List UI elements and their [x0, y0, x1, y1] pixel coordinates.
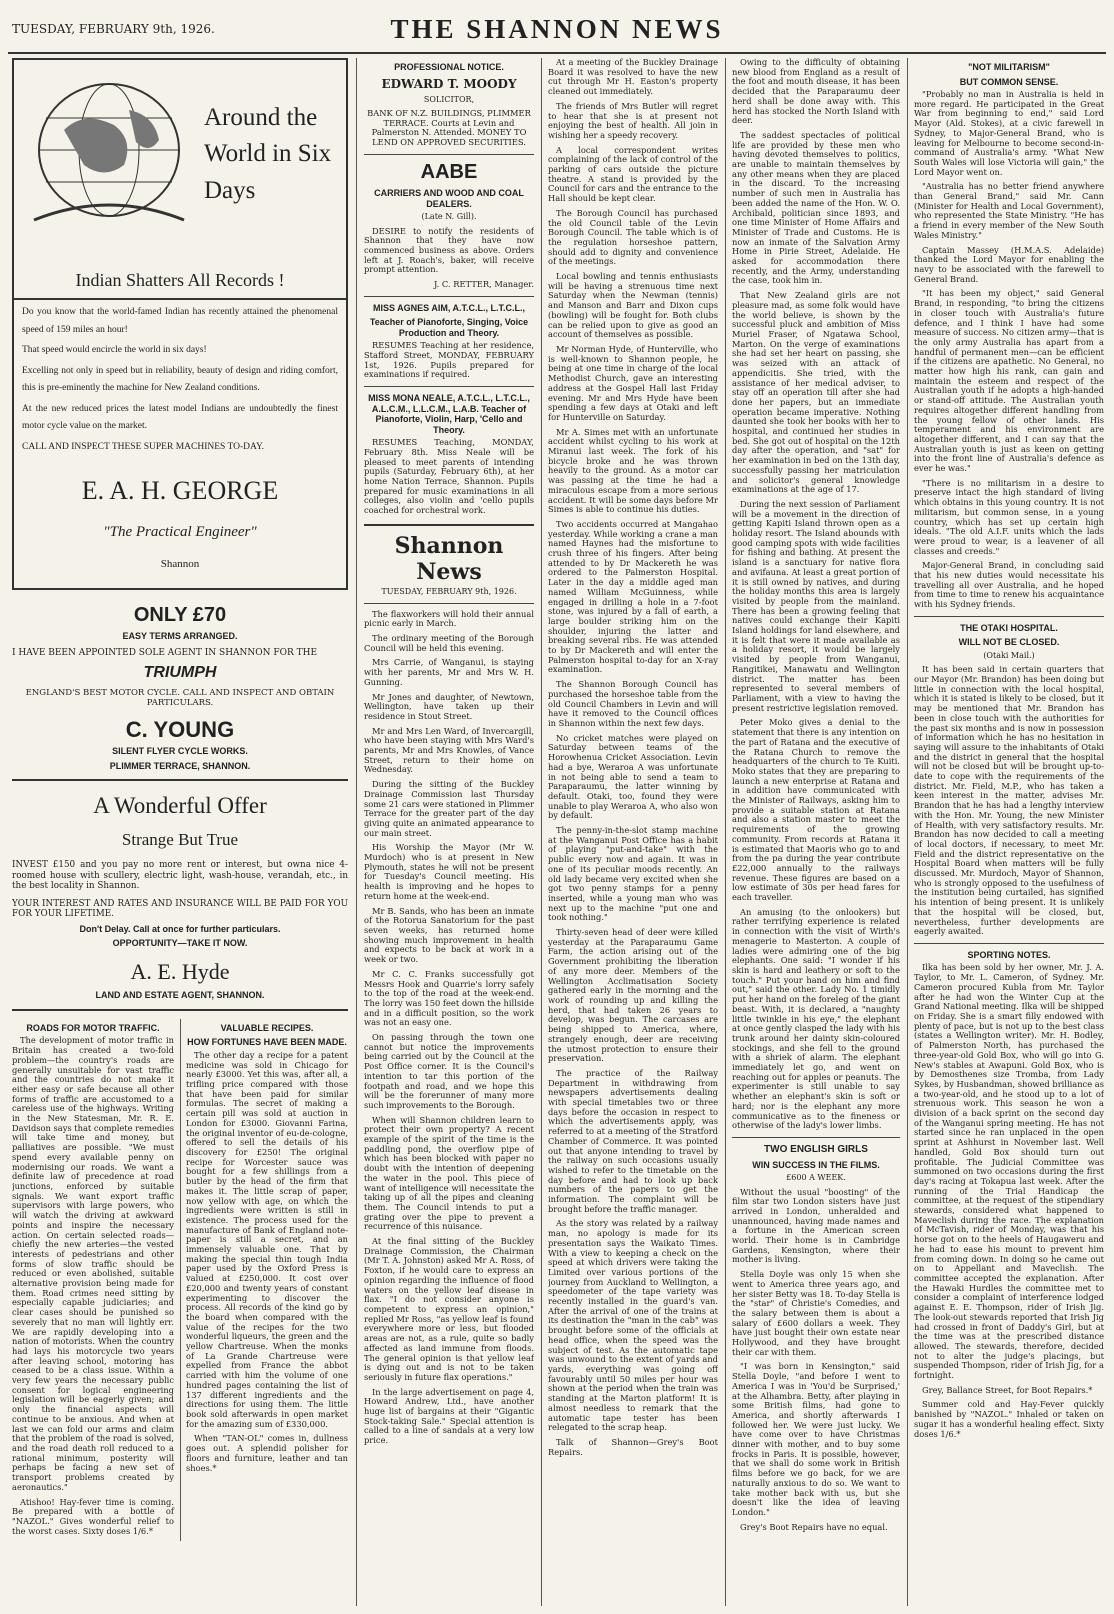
column-2	[364, 58, 534, 1606]
price-heading: ONLY £70	[133, 603, 227, 626]
girls-paragraph: Without the usual "boosting" of the film star two London sisters have just arrived in London, unheralded and unannounced, having made names and a fortune in the American screen world. Their home is in Cambridge Gardens, Kensington, where their mother is living.	[732, 1186, 900, 1265]
news-paragraph: The Shannon Borough Council has purchased the horseshoe table from the old Council Chambers in Levin and will have it removed to the Council offices in Shannon within the next few days.	[548, 679, 718, 728]
girls-subheading: WIN SUCCESS IN THE FILMS.	[752, 1159, 880, 1170]
news-paragraph: The saddest spectacles of political life are provided by these men who having devoted themselves to politics, are unable to maintain themselves by any other means when they are placed in the discard. To the increasing number of such men in Australia has been added the name of the Hon. W. O. Archibald, politician since 1893, and one time Minister of Home Affairs and Minister of Trade and Customs. He is now an inmate of the Salvation Army Home in Pirie Street, Adelaide. He asked for accommodation there recently, and the Army, understanding the case, took him in.	[732, 129, 900, 286]
column-rule	[725, 58, 726, 1606]
roads-article	[12, 1019, 174, 1541]
george-tagline: "The Practical Engineer"	[103, 523, 257, 540]
neale-body: RESUMES Teaching, MONDAY, February 8th. Miss Neale will be pleased to meet parents of intending pupils (Saturday, February 6th), at her home Nation Terrace, Shannon. Pupils prepared for music examinations in all colleges, also violin and 'cello pupils coached for orchestral work.	[364, 437, 534, 516]
recipes-heading: VALUABLE RECIPES.	[220, 1022, 314, 1033]
news-paragraph: Owing to the difficulty of obtaining new blood from England as a result of the foot and mouth disease, it has been decided that the Paraparaumu deer herd shall be done away with. This herd has stocked the North Island with deer.	[732, 58, 900, 126]
masthead-date: TUESDAY, FEBRUARY 9th, 1926.	[12, 22, 215, 36]
militarism-paragraph: "It has been my object," said General Brand, in responding, "to bring the citizens in closer touch with Australia's future defence, and I think I have had some measure of success. No citizen army—that is the only army Australia has apart from a handful of permanent men—can be efficient if the citizens are apathetic. No General, no matter how high his rank, can gain and maintain the esteem and respect of the Australian youth if he adopts a high-handed or stand-off attitude. The Australian youth requires altogether different handling from the young fellow of other lands. His temperament and his environment are altogether different, and I can say that the Australian youth is just as keen on getting into the front line of Australia's defence as ever he was."	[914, 288, 1104, 474]
news-paragraph: That New Zealand girls are not pleasure mad, as some folk would have the world believe, is shown by the successful pluck and ambition of Miss Muriel Fraser, of Ngatawa School, Marton. On the verge of examinations she had set her heart on passing, she was seized with an attack of appendicitis. She tried, with the assistance of her medical adviser, to stay off an operation till after she had done her papers, but an immediate operation became imperative. Nothing daunted she took her books with her to hospital, and continued her studies in bed. She got out of hospital on the 12th day after the operation, and "sat" for her examination in bed on the 13th day, successfully passing her matriculation and solicitor's general knowledge examinations at the age of 17.	[732, 290, 900, 495]
young-works: SILENT FLYER CYCLE WORKS.	[112, 746, 248, 757]
column-4	[732, 58, 900, 1606]
aabe-sub: CARRIERS AND WOOD AND COAL DEALERS.	[374, 188, 524, 209]
notice-heading: PROFESSIONAL NOTICE.	[394, 62, 504, 72]
otaki-heading: THE OTAKI HOSPITAL.	[960, 622, 1058, 633]
sporting-heading: SPORTING NOTES.	[967, 949, 1051, 960]
agent-text: I HAVE BEEN APPOINTED SOLE AGENT IN SHANNON FOR THE	[12, 647, 318, 658]
militarism-paragraph: "Australia has no better friend anywhere than General Brand," said Mr. Cann (Minister for Health and Local Government), who represented the State Ministry. "He has a friend in every member of the New South Wales Ministry."	[914, 181, 1104, 240]
triumph-brand: TRIUMPH	[143, 664, 217, 682]
col1-articles	[12, 1019, 348, 1541]
news-paragraph: Mrs Carrie, of Wanganui, is staying with her parents, Mr and Mrs W. H. Gunning.	[364, 657, 534, 687]
roads-heading: ROADS FOR MOTOR TRAFFIC.	[26, 1022, 160, 1033]
recipes-body: The other day a recipe for a patent medicine was sold in Chicago for nearly £3000. Yet this was, after all, a trifling price compared with those that have been paid for similar formulas. The secret of making a certain pill was sold at auction in London for £3000. Giovanni Farina, the original inventor of eu-de-cologne, offered to sell the details of his discovery for £250! The original recipe for Worcester sauce was bought for a few shillings from a butler by the head of the firm that makes it. The little scrap of paper, now yellow with age, on which the ingredients were written is still in existence. The process used for the manufacture of Bank of England note-paper is still a secret, and an immensely valuable one. That by making the special thin tough India paper used by the Oxford Press is valued at £250,000. It cost over £20,000 and twenty years of constant experimenting to discover the process. All records of the kind go by the board when compared with the value of the recipes for the two wonderful liqueurs, the green and the yellow Chartreuse. When the monks of La Grande Chartreuse were expelled from France the abbot carried with him the volume of one hundred pages containing the list of 137 different ingredients and the directions for using them. The little book sold afterwards in open market for the amazing sum of £330,000.	[186, 1049, 348, 1429]
girls-paragraph: Stella Doyle was only 15 when she went to America three years ago, and her sister Betty was 18. To-day Stella is the "star" of Christie's Comedies, and the salary between them is about a salary of £600 dollars a week. They have just bought their own estate near Hollywood, and they have brought their car with them.	[732, 1269, 900, 1357]
news-paragraph: Two accidents occurred at Mangahao yesterday. While working a crane a man named Haynes had the misfortune to crush three of his fingers. After being attended to by Dr Mackereth he was ordered to the Palmerston Hospital. Later in the day a middle aged man named William McGuinness, while engaged in drilling a hole in a 7-foot stone, was injured by a fall of earth, a large boulder striking him on the shoulder, injuring the latter and breaking several ribs. He was attended to by Dr Mackereth and will enter the Palmerston hospital to-day for an X-ray examination.	[548, 518, 718, 675]
girls-salary: £600 A WEEK.	[786, 1173, 846, 1183]
news-paragraph: In the large advertisement on page 4, Howard Andrew, Ltd., have another huge list of bargains at their "Gigantic Stock-taking Sale." Special attention is called to a line of sandals at a very low price.	[364, 1386, 534, 1446]
ad-line: At the new reduced prices the latest model Indians are undoubtedly the finest motor cycle value on the market.	[22, 403, 338, 432]
footer-ad: Grey's Boot Repairs have no equal.	[740, 1521, 888, 1532]
aim-body: RESUMES Teaching at her residence, Stafford Street, MONDAY, FEBRUARY 1st, 1926. Pupils prepared for examinations if required.	[364, 340, 534, 380]
offer-note: YOUR INTEREST AND RATES AND INSURANCE WILL BE PAID FOR YOU FOR YOUR LIFETIME.	[12, 899, 348, 920]
section-rule	[12, 779, 348, 781]
news-paragraph: No cricket matches were played on Saturday between teams of the Horowhenua Cricket Association. Levin had a bye, Weraroa A was unfortunate in not being able to send a team to Paraparaumu, the latter winning by default. Otaki, too, found they were unable to play Weraroa A, who also won by default.	[548, 732, 718, 821]
column-rule	[907, 58, 908, 1606]
recipes-subheading: HOW FORTUNES HAVE BEEN MADE.	[187, 1037, 347, 1048]
moody-body: BANK OF N.Z. BUILDINGS, PLIMMER TERRACE. Courts at Levin and Palmerston N. Attended. MONEY TO LEND ON APPROVED SECURITIES.	[367, 107, 531, 148]
ad-line: Do you know that the world-famed Indian has recently attained the phenomenal speed of 159 miles an hour!	[22, 307, 338, 335]
section-rule	[364, 296, 534, 297]
moody-title: SOLICITOR,	[423, 94, 475, 104]
hayfever-ad: Atishoo! Hay-fever time is coming. Be prepared with a bottle of "NAZOL." Gives wonderful relief to the worst cases. Sixty doses 1/6.*	[12, 1496, 174, 1536]
hyde-sub: LAND AND ESTATE AGENT, SHANNON.	[95, 990, 265, 1001]
tanol-ad: When "TAN-OL" comes in, dullness goes out. A splendid polisher for floors and furniture, leather and tan shoes.*	[186, 1433, 348, 1473]
news-paragraph: A local correspondent writes complaining of the lack of control of the parking of cars outside the picture theatre. A stand is provided by the Council for cars and the entrance to the Hall should be kept clear.	[548, 144, 718, 204]
young-name: C. YOUNG	[125, 716, 235, 742]
otaki-subheading: WILL NOT BE CLOSED.	[958, 637, 1060, 648]
hyde-name: A. E. Hyde	[130, 958, 230, 984]
george-name: E. A. H. GEORGE	[81, 475, 279, 505]
section-rule	[914, 616, 1104, 617]
ad-line: Excelling not only in speed but in reliability, beauty of design and riding comfort, this is pre-eminently the machine for New Zealand conditions.	[22, 365, 338, 394]
news-paragraph: On passing through the town one cannot but notice the improvements being carried out by the Council at the Post Office corner. It is the Council's intention to tar this portion of the footpath and road, and we hope this will be the forerunner of many more such improvements to the Borough.	[364, 1032, 534, 1110]
otaki-body: It has been said in certain quarters that our Mayor (Mr. Brandon) has been doing but little in connection with the local hospital, which it is stated is likely to be closed, but it may be mentioned that Mr. Brandon has been in close touch with the authorities for the past six months and is now in possession of information which he has no hesitation in saying will assure to the inhabitants of Otaki and the district in general that the hospital will not be closed but will be brought up-to-date to cope with the requirements of the district. Mr. Field, M.P., who has taken a keen interest in the matter, advises Mr. Brandon that he has had a lengthy interview with the Hon. Mr. Young, the new Minister of Health, with very satisfactory results. Mr. Brandon has now decided to call a meeting of local doctors, if necessary, to meet Mr. Field and the district representative on the Hospital Board when matters will be fully discussed. Mr. Murdoch, Mayor of Shannon, who is strongly opposed to the usefulness of the institution being curtailed, has signified his intention of being present. It is unlikely that the hospital will be closed, but, nevertheless, further developments are eagerly awaited.	[914, 664, 1104, 937]
young-address: PLIMMER TERRACE, SHANNON.	[109, 760, 251, 771]
section-rule	[364, 386, 534, 387]
offer-opportunity: OPPORTUNITY—TAKE IT NOW.	[112, 938, 248, 949]
militarism-paragraph: "There is no militarism in a desire to preserve intact the high standard of living which obtains in this young country. It is not militarism, but common sense, in a young country, which has set up certain high ideals. "The old A.I.F. units which the lads were proud to wear, is a leavener of all classes and creeds."	[914, 477, 1104, 556]
news-paragraph: Thirty-seven head of deer were killed yesterday at the Paraparaumu Game Farm, the action arising out of the Government prohibiting the liberation of any more deer. Members of the Wellington Acclimatisation Society gathered early in the morning and the work of rounding up and killing the herd, that had taken 26 years to develop, was begun. The carcases are being shipped to America, where, strangely enough, deer are receiving the utmost protection to ensure their preservation.	[548, 927, 718, 1064]
aim-name: MISS AGNES AIM, A.T.C.L., L.T.C.L.,	[372, 302, 525, 313]
news-paragraph: During the sitting of the Buckley Drainage Commission last Thursday some 21 cars were stationed in Plimmer Terrace for the greater part of the day giving quite an animated appearance to our main street.	[364, 779, 534, 838]
ad-headline: Around the World in Six Days	[204, 104, 332, 204]
news-paragraph: The penny-in-the-slot stamp machine at the Wanganui Post Office has a habit of playing "put-and-take" with the public every now and again. It was in one of its peculiar moods recently. An old lady became very excited when she got two penny stamps for a penny inserted, while a young man who was next up to the machine "put one and took nothing."	[548, 825, 718, 923]
news-paragraph: When will Shannon children learn to protect their own property? A recent example of the spirit of the time is the paddling pond, the overflow pipe of which has been blocked with paper no doubt with the intention of deepening the water in the pool. This piece of want of intelligence will necessitate the taking up of all the pipes and cleaning them. The Council intends to put a grating over the pipe to prevent a recurrence of this nuisance.	[364, 1114, 534, 1232]
news-paragraph: Local bowling and tennis enthusiasts will be having a strenuous time next Saturday when the Newman (tennis) and Manson and Barr and Dixon cups (bowling) will be fought for. Both clubs can be relied upon to give as good an account of themselves as possible.	[548, 271, 718, 340]
news-paragraph: The Borough Council has purchased the old Council table of the Levin Borough Council. The table which is of the regulation horseshoe pattern, should add to dignity and convenience of the meetings.	[548, 207, 718, 267]
shannon-news-title: Shannon News	[394, 532, 504, 585]
news-paragraph: His Worship the Mayor (Mr W. Murdoch) who is at present in New Plymouth, states he will not be present for Tuesday's Council meeting. His health is improving and he hopes to return home at the week-end.	[364, 842, 534, 901]
indian-ad-body	[12, 300, 348, 590]
news-paragraph: Mr B. Sands, who has been an inmate of the Rotorua Sanatorium for the past seven weeks, has returned home showing much improvement in health and expects to be back at work in a week or two.	[364, 905, 534, 965]
column-3	[548, 58, 718, 1606]
shannon-news-date: TUESDAY, FEBRUARY 9th, 1926.	[381, 587, 517, 597]
news-paragraph: The practice of the Railway Department in withdrawing from newspapers advertisements dealing with special timetables two or three days before the occasion in respect to which the advertisements apply, was referred to at a meeting of the Stratford Chamber of Commerce. It was pointed out that anyone intending to travel by the railway on such occasions usually wished to refer to the timetable on the day before and had to look up back numbers of the papers to get the information. The complaint will be brought before the traffic manager.	[548, 1067, 718, 1214]
news-paragraph: At a meeting of the Buckley Drainage Board it was resolved to have the new cut through Mr H. Easton's property cleaned out immediately.	[548, 58, 718, 97]
neale-name: MISS MONA NEALE, A.T.C.L., L.T.C.L., A.L.C.M., L.L.C.M., L.A.B. Teacher of Pianoforte, Violin, Harp, 'Cello and Theory.	[368, 393, 530, 435]
nazol-ad: Summer cold and Hay-Fever quickly banished by "NAZOL." Inhaled or taken on sugar it has a wonderful healing effect. Sixty doses 1/6.*	[914, 1399, 1104, 1439]
news-paragraph: An amusing (to the onlookers) but rather terrifying experience is related in connection with the visit of Wirth's menagerie to Masterton. A couple of ladies were admiring one of the big elephants. One said: "I wonder if his skin is hard and leathery or soft to the touch." Put your hand on him and find out," said the other. Lady No. 1 timidly put her hand on the foreleg of the giant beast. With, it is declared, a "naughty little twinkle in his eye," the elephant at once gently clasped the lady with his trunk around her dainty skin-coloured stockings, and she fell to the ground with a shriek of alarm. The elephant immediately let go, and went on reaching out for apples or peanuts. The experimenter is still unable to say whether an elephant's skin is soft or hard; nor is the elephant any more communicative as to the fineness or otherwise of the lady's lower limbs.	[732, 906, 900, 1131]
news-paragraph: Peter Moko gives a denial to the statement that there is any intention on the part of Ratana and the executive of the Ratana Church to remove the headquarters of the church to Te Kuiti. Moko states that they are preparing to launch a new enterprise at Ratana and in addition have communicated with the Minister of Railways, asking him to provide a suitable station at Ratana and also a station master to meet the requirements of the growing community. From records at Ratana it is estimated that Maoris who go to and from the pa during the year contribute £22,000 annually to the railways revenue. These figures are based on a low estimate of 30s per head fares for each traveller.	[732, 717, 900, 903]
column-1	[12, 58, 348, 1606]
ad-subheadline: Indian Shatters All Records !	[75, 270, 285, 290]
news-paragraph: Mr Jones and daughter, of Newtown, Wellington, have taken up their residence in Stout Street.	[364, 691, 534, 721]
terms-line: EASY TERMS ARRANGED.	[122, 631, 238, 642]
roads-body: The development of motor traffic in Britain has created a two-fold problem—the country's roads are generally unsuitable for vast traffic and the countries do not make it either easy or safe because all other forms of traffic are accustomed to a careless use of the highways. Writing in the New Statesman, Mr. R. E. Davidson says that complete remedies will take time and money, but palliatives are possible. "We must spend every available penny on modernising our roads. We want a definite law of precedence at road junctions, enforced by suitable signals. We want export traffic supervisors with large powers, who will watch the driving at awkward points and inspire the necessary action. On certain selected roads—chiefly the new arteries—the vested interests of pedestrians and other forms of slow traffic should be reduced or even abolished, suitable alternative provision being made for them. Road crimes need sitting by especially capable judiciaries; and clear cases should be punished so severely that no man will lightly err. We are rapidly developing into a nation of motorists. When the country had lays his motorcycle two years after leaving school, motoring has ceased to be a class issue. Within a very few years the necessary public consent for logical engineering legislation will be eagerly given; and only the financial aspects will continue to be anxious. And when at last we can fold our arms and claim that the problem of the road is solved, and the road death roll reduced to a rational minimum, posterity will perhaps be facing a new set of transport problems created by aeronautics."	[12, 1035, 174, 1492]
girls-heading: TWO ENGLISH GIRLS	[764, 1143, 868, 1155]
otaki-source: (Otaki Mail.)	[983, 650, 1035, 660]
news-paragraph: The ordinary meeting of the Borough Council will be held this evening.	[364, 633, 534, 653]
column-5	[914, 58, 1104, 1606]
grey-ad: Grey, Ballance Street, for Boot Repairs.*	[922, 1384, 1093, 1395]
news-paragraph: Mr Norman Hyde, of Hunterville, who is well-known to Shannon people, he being at one time in charge of the local Methodist Church, gave an interesting address at the Gospel Hall last Friday evening. Mr and Mrs Hyde have been spending a few days at Otaki and left for Hunterville on Saturday.	[548, 343, 718, 422]
offer-heading: A Wonderful Offer	[93, 793, 267, 819]
masthead-title: THE SHANNON NEWS	[390, 14, 724, 44]
section-rule	[12, 1009, 348, 1011]
triumph-sub: ENGLAND'S BEST MOTOR CYCLE. CALL AND INSPECT AND OBTAIN PARTICULARS.	[25, 687, 335, 708]
aabe-signature: J. C. RETTER, Manager.	[433, 279, 534, 290]
news-paragraph: At the final sitting of the Buckley Drainage Commission, the Chairman (Mr T. A. Johnston) asked Mr A. Ross, of Foxton, if he would care to express an opinion regarding the influence of flood waters on the yellow leaf disease in flax. "I do not consider anyone is competent to express an opinion," replied Mr Ross, "as yellow leaf is found everywhere more or less, but flooded areas are not, as a rule, quite so badly affected as land immune from floods. The general opinion is that yellow leaf is dying out and is not to be taken seriously in future flax operations."	[364, 1236, 534, 1382]
news-paragraph: Mr and Mrs Len Ward, of Invercargill, who have been staying with Mrs Ward's parents, Mr and Mrs Knowles, of Vance Street, return to their home on Wednesday.	[364, 725, 534, 775]
section-rule	[364, 524, 534, 526]
aabe-late: (Late N. Gill).	[421, 212, 477, 222]
column-rule	[541, 58, 542, 1606]
news-paragraph: As the story was related by a railway man, no apology is made for its presentation says the Waikato Times. With a view to keeping a check on the speed at which drivers were taking the Limited over various portions of the journey from Auckland to Wellington, a speedometer of the tape variety was recently installed in the guard's van. After the arrival of one of the trains at its destination the "man in the cab" was brought before some of the officials at head office, when the speed was the subject of test. As the automatic tape was unwound to the extent of yards and yards, everything was going off favourably until 50 miles per hour was shown at the period when the train was standing at the Marton platform! It is almost needless to remark that the automatic tape tester has been relegated to the scrap heap.	[548, 1218, 718, 1433]
militarism-paragraph: Captain Massey (H.M.A.S. Adelaide) thanked the Lord Mayor for enabling the navy to be associated with the farewell to General Brand.	[914, 244, 1104, 284]
section-rule	[364, 603, 534, 604]
offer-body: INVEST £150 and you pay no more rent or interest, but owna nice 4-roomed house with scullery, electric light, wash-house, verandah, etc., in the best locality in Shannon.	[12, 860, 348, 891]
militarism-paragraph: Major-General Brand, in concluding said that his new duties would necessitate his travelling all over Australia, and he hoped from time to time to renew his acquaintance with his Sydney friends.	[914, 560, 1104, 610]
ad-line: CALL AND INSPECT THESE SUPER MACHINES TO-DAY.	[22, 441, 265, 452]
moody-name: EDWARD T. MOODY	[381, 76, 517, 91]
column-rule	[356, 58, 357, 1606]
aim-subjects: Teacher of Pianoforte, Singing, Voice Production and Theory.	[369, 317, 529, 338]
offer-cta: Don't Delay. Call at once for further particulars.	[79, 923, 281, 934]
aabe-name: AABE	[420, 160, 478, 183]
militarism-heading: "NOT MILITARISM"	[968, 62, 1050, 72]
indian-motorcycle-ad	[12, 58, 348, 300]
ad-line: That speed would encircle the world in six days!	[22, 345, 207, 356]
footer-ad: Talk of Shannon—Grey's Boot Repairs.	[548, 1436, 718, 1457]
aabe-body: DESIRE to notify the residents of Shannon that they have now commenced business as above. Orders left at J. Roach's, baker, will receive prompt attention.	[364, 225, 534, 275]
section-rule	[364, 154, 534, 155]
sporting-body: Ilka has been sold by her owner, Mr. J. A. Taylor, to Mr. L. Cameron, of Sydney. Mr. Cameron procured Kubla from Mr. Taylor after he had won the Winter Cup at the Grand National meeting. Ilka will be shipped on Friday. She is a smart filly endowed with plenty of pace, but is not up to the best class (states a Wellington writer). Mr. H. Bodley, of Palmerston North, has purchased the three-year-old Gold Box, who will go into G. New's stables at Awapuni. Gold Box, who is by Demosthenes size Tromba, from Lady Sykes, by Husbandman, showed brilliance as a two-year-old, and he stood up to a lot of strenuous work. This season he won a division of a back sprint on the second day of the Wanganui spring meeting. He has not started since he ran unplaced in the open sprint at Ashhurst in November last. Well handled, Gold Box should turn out profitable. The Judicial Committee was summoned on two occasions during the first day's racing at Tokapua last week. After the running of the Trial Handicap the committee, at the request of the stipendiary stewards, considered what happened to Maveclish during the race. The explanation of McTavish, rider of Monday, was that his horse got on to the heels of Haugaweru and he had to ease his mount to prevent him from coming down. In doing so he came out on to Appellant and Maveclish. The committee accepted the explanation. After the Hawaki Hurdles the committee met to consider a complaint of interference lodged against E. E. Thompson, rider of Irish Jig. The look-out stewards reported that Irish Jig had crossed in front of Daddy's Girl, but at the time was at the prescribed distance allowed. The stewards, therefore, decided not to alter the judge's placings, but suspended Thompson, rider of Irish Jig, for a fortnight.	[914, 962, 1104, 1381]
globe-icon	[24, 70, 194, 230]
recipes-article	[180, 1019, 348, 1541]
news-paragraph: Mr A. Simes met with an unfortunate accident whilst cycling to his work at Miranui last week. The fork of his bicycle broke and he was thrown heavily to the ground. As a motor car was passing at the time he had a miraculous escape from a more serious accident. It will be some days before Mr Simes is able to continue his duties.	[548, 426, 718, 515]
militarism-paragraph: "Probably no man in Australia is held in more regard. He participated in the Great War from beginning to end," said Lord Mayor (Ald. Stokes), at a civic farewell in Sydney, to Major-General Brand, who is leaving for Melbourne to become second-in-command of Australia's army. "What New South Wales will lose Victoria will gain," the Lord Mayor went on.	[914, 89, 1104, 177]
masthead-rule	[8, 52, 1106, 54]
girls-paragraph: "I was born in Kensington," said Stella Doyle, "and before I went to America I was in 'You'd be Surprised,' at the Alhambra. Betty, after playing in some British films, had gone to America, and shortly afterwards I followed her. We were just lucky. We have come over to have Christmas dinner with mother, and to buy some frocks in Paris. It is possible, however, that we shall do some work in British films before we go back, for we are naturally anxious to do so. We want to take mother back with us, but she doesn't like the idea of leaving London."	[732, 1361, 900, 1517]
section-rule	[732, 1137, 900, 1138]
militarism-subheading: BUT COMMON SENSE.	[959, 76, 1059, 87]
offer-subheading: Strange But True	[121, 830, 239, 850]
news-paragraph: During the next session of Parliament will be a movement in the direction of getting Kapiti Island thrown open as a holiday resort. The Island abounds with good camping spots with wide facilities for fishing and bathing. At present the island is a sanctuary for native flora and avifauna. At least a great portion of it is still owned by natives, and during the holiday months this area is largely visited by people from the mainland. There has been a growing feeling that natives could exchange their Kapiti Island holdings for land elsewhere, and it is felt that were it made available as a holiday resort, it would be largely visited by people from Wanganui, Rangitikei, Manawatu and Wellington district. The matter has been represented to several members of Parliament, with a view to having the present restrictive legislation removed.	[732, 498, 900, 713]
news-paragraph: The friends of Mrs Butler will regret to hear that she is at present not enjoying the best of health. All join in wishing her a speedy recovery.	[548, 100, 718, 140]
news-paragraph: The flaxworkers will hold their annual picnic early in March.	[364, 608, 534, 629]
section-rule	[914, 943, 1104, 944]
george-town: Shannon	[160, 558, 200, 571]
news-paragraph: Mr C. C. Franks successfully got Messrs Hook and Quarrie's lorry safely to the top of the road at the week-end. The lorry was 150 feet down the hillside and in a difficult position, so the work was not an easy one.	[364, 968, 534, 1028]
